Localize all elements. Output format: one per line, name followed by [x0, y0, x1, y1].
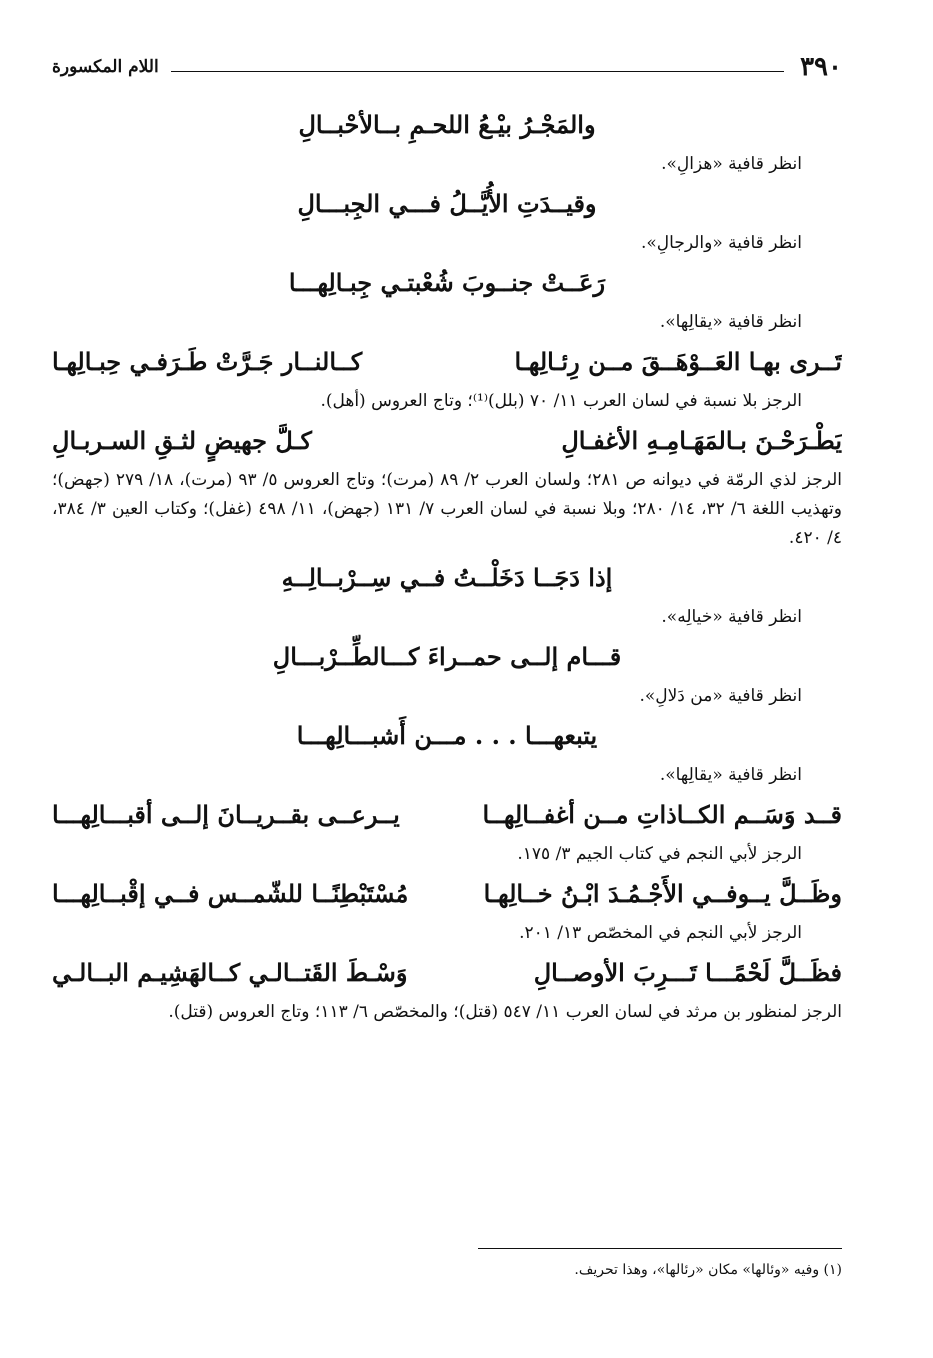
verse-couplet	[52, 869, 842, 919]
verse-couplet	[52, 790, 842, 840]
verse-entry	[52, 337, 842, 416]
verse-note: الرجز لأبي النجم في كتاب الجيم ٣/ ١٧٥.	[517, 844, 802, 864]
verse-first-hemistich: فظَــلَّ لَحْمًـــا تَـــرِبَ الأوصــالِ	[533, 958, 842, 987]
verse-second-hemistich: وَسْـطَ القَتــالـي كــالهَشِيـم البــالـي	[52, 958, 408, 987]
verse-note: انظر قافية «هزالِ».	[661, 154, 802, 174]
verse-first-hemistich: تَــرى بهـا العَــوْهَــقَ مــن رِئـالِهـا	[514, 347, 842, 376]
page-number: ٣٩٠	[800, 52, 842, 82]
verse-line: إذا دَجَــا دَخَلْــتُ فــي سِــرْبــالِــهِ	[281, 563, 613, 592]
verse-line: والمَجْـرُ بيْـعُ اللحـمِ بــالأحْبــالِ	[298, 110, 596, 139]
verse-note: انظر قافية «يقالِها».	[659, 312, 802, 332]
verse-note: الرجز لأبي النجم في المخصّص ١٣/ ٢٠١.	[519, 923, 802, 943]
verse-note: انظر قافية «من دَلالِ».	[639, 686, 802, 706]
verse-line: وقيــدَتِ الأُيَّــلُ فـــي الجِبـــالِ	[297, 189, 597, 218]
verse-note: انظر قافية «والرجالِ».	[640, 233, 802, 253]
verse-couplet	[52, 416, 842, 466]
verse-second-hemistich: يــرعــى بقــريــانَ إلــى أقبـــالِهـــا	[52, 800, 400, 829]
verse-couplet	[52, 337, 842, 387]
header-rule	[171, 71, 784, 72]
verse-entry	[52, 258, 842, 337]
verse-note: الرجز لمنظور بن مرثد في لسان العرب ١١/ ٥٤٧ (قتل)؛ والمخصّص ٦/ ١١٣؛ وتاج العروس (قتل).	[168, 1002, 842, 1022]
verse-second-hemistich: كـلَّ جهيضٍ لثـقِ السـربـالِ	[52, 426, 312, 455]
verse-second-hemistich: كــالنــار جَـرَّتْ طَـرَفـي حِبـالِهـا	[52, 347, 363, 376]
verse-entry	[52, 948, 842, 1027]
verse-entry	[52, 553, 842, 632]
verse-note: الرجز بلا نسبة في لسان العرب ١١/ ٧٠ (بلل)⁽¹⁾؛ وتاج العروس (أهل).	[320, 391, 802, 411]
verse-entry	[52, 632, 842, 711]
page-header	[52, 50, 842, 84]
footnote-rule	[478, 1248, 842, 1249]
footnote: (١) وفيه «وئالها» مكان «رئالها»، وهذا تحريف.	[574, 1262, 842, 1278]
verse-line: قـــام إلــى حمــراءَ كـــالطِّــرْبـــالِ	[272, 642, 622, 671]
verse-entry	[52, 790, 842, 869]
verse-entry	[52, 869, 842, 948]
verse-entry	[52, 179, 842, 258]
verse-entry	[52, 100, 842, 179]
verse-line: يتبعهـــا . . . مـــن أَشبـــالِهـــا	[296, 721, 598, 750]
verse-second-hemistich: مُسْتَبْطِنًــا للشّمــس فــي إقْبــالِهـــا	[52, 879, 409, 908]
verse-note: الرجز لذي الرمّة في ديوانه ص ٢٨١؛ ولسان العرب ٢/ ٨٩ (مرت)؛ وتاج العروس ٥/ ٩٣ (مرت)، ١٨/ ٢٧٩ (جهض)؛ وتهذيب اللغة ٦/ ٣٢، ١٤/ ٢٨٠؛ وبلا نسبة في لسان العرب ٧/ ١٣١ (جهض)، ١١/ ٤٩٨ (غفل)؛ وكتاب العين ٣/ ٣٨٤، ٤/ ٤٢٠.	[52, 470, 842, 548]
verse-couplet	[52, 948, 842, 998]
verse-first-hemistich: وظَــلَّ يــوفــي الأَجْـمُـدَ ابْـنُ خــالِهـا	[483, 879, 842, 908]
verse-note: انظر قافية «يقالِها».	[659, 765, 802, 785]
verse-line: رَعَــتْ جنــوبَ شُعْبتـي جِبـالِهـــا	[288, 268, 606, 297]
verse-first-hemistich: قــد وَسَــم الكــاذاتِ مــن أغفــالِهــا	[482, 800, 842, 829]
verse-note: انظر قافية «خيالِه».	[661, 607, 802, 627]
verse-first-hemistich: يَطْـرَحْـنَ بـالمَهَـامِـهِ الأغفـالِ	[561, 426, 842, 455]
verse-entry	[52, 711, 842, 790]
running-title: اللام المكسورة	[52, 57, 159, 77]
verse-entry	[52, 416, 842, 553]
verse-list	[52, 100, 842, 1027]
